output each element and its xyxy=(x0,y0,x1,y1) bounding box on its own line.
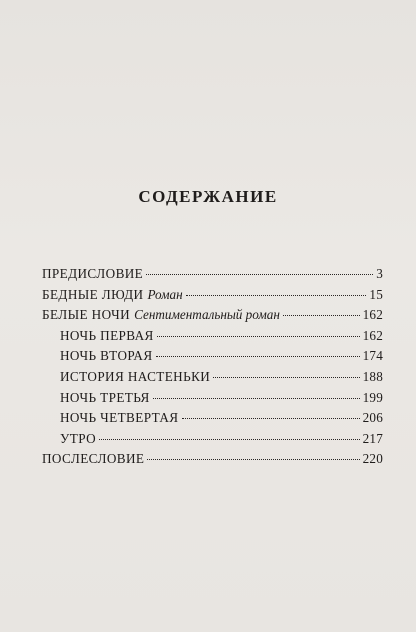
toc-entry-title: НОЧЬ ВТОРАЯ xyxy=(60,348,153,364)
dot-leader xyxy=(147,459,359,460)
page-title: СОДЕРЖАНИЕ xyxy=(138,187,278,206)
dot-leader xyxy=(213,377,359,378)
toc-entry-page: 206 xyxy=(362,410,383,426)
dot-leader xyxy=(157,336,360,337)
dot-leader xyxy=(182,418,360,419)
dot-leader xyxy=(153,398,360,399)
dot-leader xyxy=(156,356,360,357)
toc-entry-subtitle: Сентиментальный роман xyxy=(134,307,280,323)
toc-entry-page: 220 xyxy=(362,451,383,467)
table-of-contents xyxy=(42,264,383,470)
toc-entry-page: 188 xyxy=(362,368,383,384)
toc-entry-poor-folk[interactable] xyxy=(42,285,383,306)
toc-entry-page: 3 xyxy=(376,266,383,281)
toc-entry-night-four[interactable] xyxy=(42,408,383,429)
toc-entry-title: ПРЕДИСЛОВИЕ xyxy=(42,266,144,281)
toc-entry-nastenka-story[interactable] xyxy=(42,367,383,388)
toc-entry-page: 162 xyxy=(362,307,383,323)
toc-entry-page: 217 xyxy=(362,430,383,446)
toc-entry-page: 162 xyxy=(362,327,383,343)
dot-leader xyxy=(283,315,360,316)
toc-entry-title: НОЧЬ ЧЕТВЕРТАЯ xyxy=(60,410,179,426)
toc-entry-title: ПОСЛЕСЛОВИЕ xyxy=(42,451,145,467)
toc-entry-night-three[interactable] xyxy=(42,388,383,409)
toc-entry-page: 174 xyxy=(362,348,383,364)
toc-entry-title: БЕЛЫЕ НОЧИ Сентиментальный роман xyxy=(42,307,280,323)
toc-entry-morning[interactable] xyxy=(42,429,383,450)
toc-entry-title: БЕДНЫЕ ЛЮДИ Роман xyxy=(42,286,183,302)
toc-entry-preface[interactable] xyxy=(42,264,383,285)
dot-leader xyxy=(99,439,360,440)
toc-entry-page: 199 xyxy=(362,389,383,405)
toc-entry-title: НОЧЬ ТРЕТЬЯ xyxy=(60,389,150,405)
toc-entry-white-nights[interactable] xyxy=(42,305,383,326)
toc-entry-subtitle: Роман xyxy=(147,286,183,302)
dot-leader xyxy=(146,274,373,275)
toc-entry-title: ИСТОРИЯ НАСТЕНЬКИ xyxy=(60,368,211,384)
toc-entry-afterword[interactable] xyxy=(42,449,383,470)
toc-entry-title: УТРО xyxy=(60,430,97,446)
toc-entry-title: НОЧЬ ПЕРВАЯ xyxy=(60,327,154,343)
toc-entry-night-one[interactable] xyxy=(42,326,383,347)
toc-entry-night-two[interactable] xyxy=(42,346,383,367)
toc-entry-page: 15 xyxy=(369,286,383,302)
dot-leader xyxy=(186,295,367,296)
